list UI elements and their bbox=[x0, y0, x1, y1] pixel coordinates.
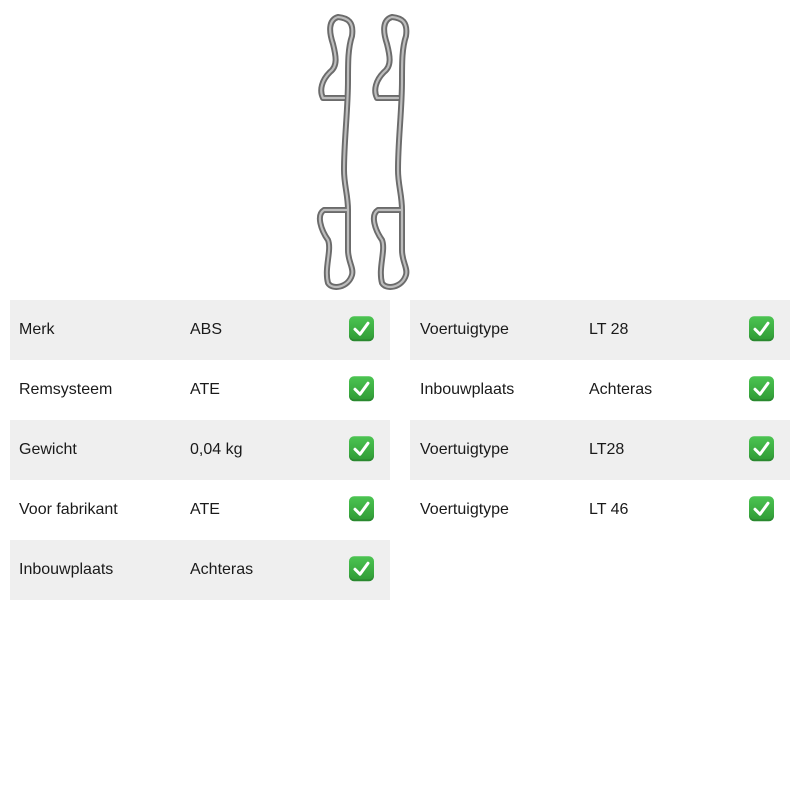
spec-row bbox=[10, 540, 390, 600]
check-mark-icon bbox=[349, 316, 374, 341]
check-mark-icon bbox=[749, 316, 774, 341]
spec-label: Gewicht bbox=[19, 441, 77, 458]
spec-value: LT 28 bbox=[589, 321, 629, 338]
spec-label: Voertuigtype bbox=[420, 441, 509, 458]
product-image bbox=[300, 10, 430, 295]
spec-value: Achteras bbox=[589, 381, 653, 398]
spec-value: ATE bbox=[190, 381, 220, 398]
spec-value: LT28 bbox=[589, 441, 625, 458]
check-mark-icon bbox=[749, 376, 774, 401]
spec-value: Achteras bbox=[190, 561, 254, 578]
spec-value: ABS bbox=[190, 321, 223, 338]
check-mark-icon bbox=[349, 496, 374, 521]
check-mark-icon bbox=[349, 556, 374, 581]
spec-table-left bbox=[10, 300, 390, 600]
brake-clips-illustration bbox=[300, 10, 430, 295]
spec-row bbox=[10, 300, 390, 360]
spec-value: ATE bbox=[190, 501, 220, 518]
spec-value: 0,04 kg bbox=[190, 441, 243, 458]
check-mark-icon bbox=[749, 496, 774, 521]
spec-label: Voertuigtype bbox=[420, 321, 509, 338]
spec-label: Remsysteem bbox=[19, 381, 113, 398]
check-mark-icon bbox=[349, 376, 374, 401]
spec-row bbox=[410, 420, 790, 480]
check-mark-icon bbox=[749, 436, 774, 461]
spec-label: Inbouwplaats bbox=[420, 381, 515, 398]
spec-value: LT 46 bbox=[589, 501, 629, 518]
spec-row bbox=[410, 300, 790, 360]
spec-row bbox=[10, 420, 390, 480]
spec-label: Voor fabrikant bbox=[19, 501, 118, 518]
spec-row bbox=[10, 360, 390, 420]
spec-label: Voertuigtype bbox=[420, 501, 509, 518]
check-mark-icon bbox=[349, 436, 374, 461]
spec-label: Inbouwplaats bbox=[19, 561, 114, 578]
spec-row bbox=[410, 360, 790, 420]
spec-row bbox=[410, 480, 790, 540]
spec-label: Merk bbox=[19, 321, 55, 338]
spec-table-right bbox=[410, 300, 790, 540]
spec-row bbox=[10, 480, 390, 540]
